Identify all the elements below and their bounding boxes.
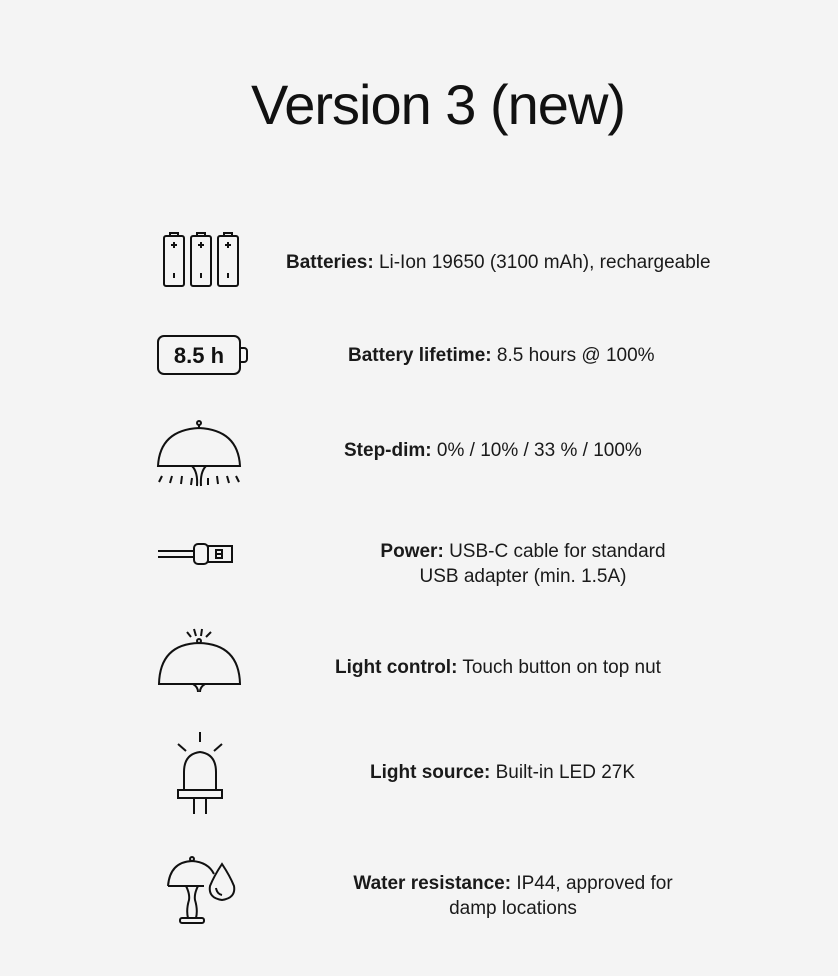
spec-label: Light control: xyxy=(335,657,458,678)
spec-power xyxy=(356,539,690,589)
spec-line xyxy=(356,539,690,564)
spec-value: Touch button on top nut xyxy=(462,657,661,678)
touch-lamp-icon xyxy=(156,628,244,692)
spec-label: Step-dim: xyxy=(344,440,432,461)
spec-value: 0% / 10% / 33 % / 100% xyxy=(436,440,642,461)
usb-cable-icon xyxy=(156,540,236,568)
spec-water-resistance xyxy=(338,871,688,921)
spec-label: Batteries: xyxy=(286,252,374,273)
dimming-lamp-icon xyxy=(154,420,244,490)
spec-value: IP44, approved for xyxy=(516,873,673,894)
spec-value-line-2: damp locations xyxy=(449,898,577,919)
spec-value-line-2: USB adapter (min. 1.5A) xyxy=(419,566,627,587)
battery-lifetime-icon xyxy=(156,334,250,376)
spec-label: Power: xyxy=(380,541,444,562)
battery-lifetime-value: 8.5 h xyxy=(173,343,225,368)
batteries-icon xyxy=(160,232,242,290)
spec-line xyxy=(338,871,688,896)
spec-batteries xyxy=(286,250,711,275)
spec-value: USB-C cable for standard xyxy=(449,541,666,562)
spec-label: Water resistance: xyxy=(353,873,512,894)
spec-value: 8.5 hours @ 100% xyxy=(496,345,655,366)
spec-battery-lifetime xyxy=(348,343,655,368)
spec-light-source xyxy=(370,760,635,785)
spec-value: Li-Ion 19650 (3100 mAh), rechargeable xyxy=(378,252,711,273)
spec-step-dim xyxy=(344,438,642,463)
spec-label: Light source: xyxy=(370,762,491,783)
led-bulb-icon xyxy=(172,730,228,816)
page-title: Version 3 (new) xyxy=(250,73,626,136)
water-lamp-icon xyxy=(164,854,244,936)
spec-value: Built-in LED 27K xyxy=(495,762,636,783)
spec-light-control xyxy=(335,655,661,680)
spec-label: Battery lifetime: xyxy=(348,345,492,366)
